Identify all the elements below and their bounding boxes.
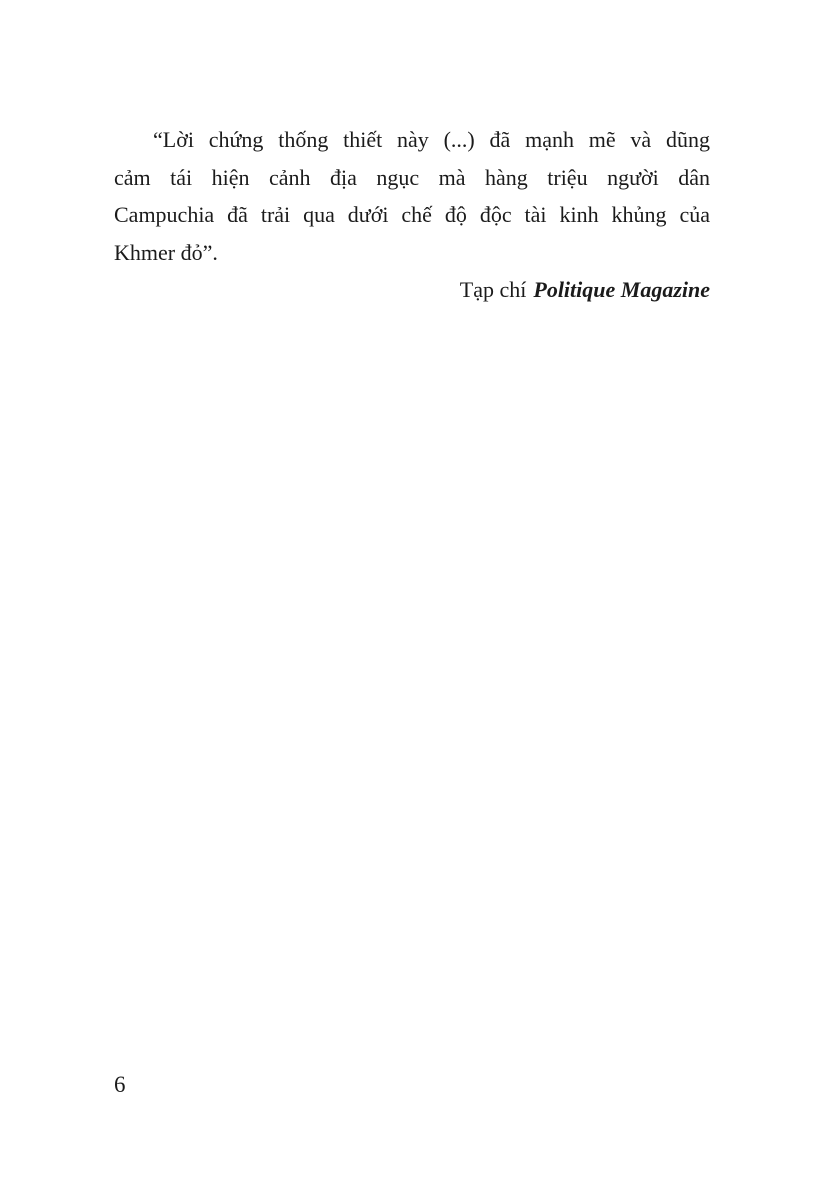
attribution-prefix: Tạp chí [459,277,527,303]
quote-line-3: Campuchia đã trải qua dưới chế độ độc tài kinh khủng của [114,202,710,228]
attribution-line [114,271,710,309]
quote-line-4: Khmer đỏ”. [114,239,218,265]
attribution-source: Politique Magazine [533,277,710,303]
quote-line-1: “Lời chứng thống thiết này (...) đã mạnh mẽ và dũng [153,127,710,152]
quote-line-2: cảm tái hiện cảnh địa ngục mà hàng triệu người dân [114,164,710,190]
page-number: 6 [114,1072,126,1097]
quote-block [114,121,710,309]
